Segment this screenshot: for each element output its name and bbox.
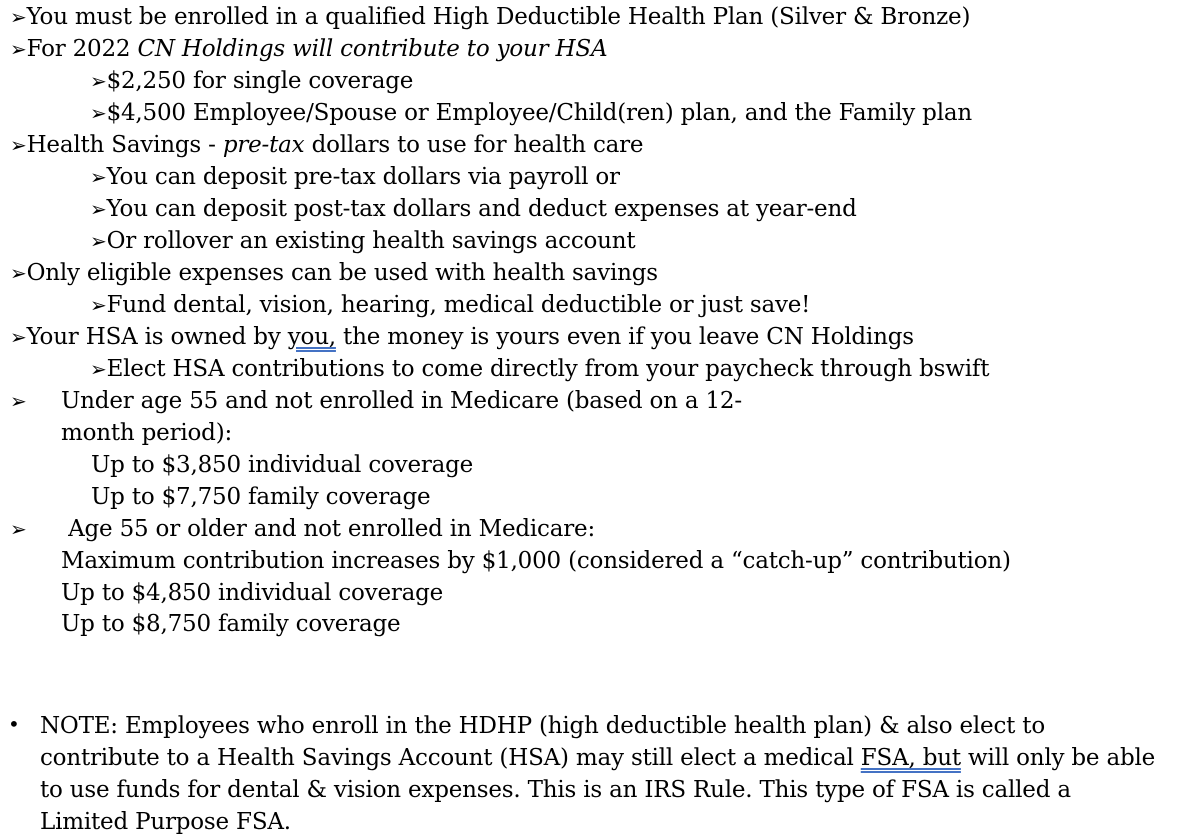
text: Age 55 or older and not enrolled in Medicare:	[61, 516, 596, 542]
text-line: Up to $3,850 individual coverage	[91, 452, 474, 478]
text: dollars to use for health care	[304, 132, 644, 158]
text: contribute to a Health Savings Account (HSA) may still elect a medical	[40, 745, 861, 771]
arrow-bullet-icon: ➢	[90, 357, 107, 381]
text: Elect HSA contributions to come directly from your paycheck through bswift	[106, 356, 990, 382]
arrow-bullet-icon: ➢	[90, 69, 107, 93]
text: For 2022	[26, 36, 138, 62]
bullet-line	[10, 257, 658, 289]
bullet-line	[10, 513, 595, 545]
arrow-bullet-icon: ➢	[90, 229, 107, 253]
text-line: Up to $8,750 family coverage	[61, 611, 401, 637]
arrow-bullet-icon: ➢	[10, 261, 27, 285]
text: Fund dental, vision, hearing, medical deductible or just save!	[106, 292, 811, 318]
text-line: month period):	[61, 420, 233, 446]
text: You can deposit pre-tax dollars via payroll or	[106, 164, 620, 190]
text: You can deposit post-tax dollars and deduct expenses at year-end	[106, 196, 857, 222]
text: $2,250 for single coverage	[106, 68, 414, 94]
sub-bullet-line	[90, 193, 857, 225]
arrow-bullet-icon: ➢	[10, 37, 27, 61]
arrow-bullet-icon: ➢	[90, 293, 107, 317]
bullet-line	[10, 129, 643, 161]
note-line: to use funds for dental & vision expenses. This is an IRS Rule. This type of FSA is called a	[40, 777, 1071, 803]
sub-bullet-line	[90, 65, 413, 97]
arrow-bullet-icon: ➢	[10, 5, 27, 29]
arrow-bullet-icon: ➢	[90, 197, 107, 221]
sub-bullet-line	[90, 161, 620, 193]
italic-text: pre-tax	[222, 132, 305, 158]
bullet-line	[10, 33, 607, 65]
bullet-line	[10, 1, 970, 33]
sub-bullet-line	[90, 97, 972, 129]
sub-bullet-line	[90, 353, 989, 385]
arrow-bullet-icon: ➢	[10, 133, 27, 157]
text-line: Up to $7,750 family coverage	[91, 484, 431, 510]
text: Your HSA is owned by	[26, 324, 288, 350]
text: You must be enrolled in a qualified High Deductible Health Plan (Silver & Bronze)	[26, 4, 971, 30]
text: the money is yours even if you leave CN Holdings	[335, 324, 914, 350]
text: Or rollover an existing health savings account	[106, 228, 636, 254]
note-line	[40, 742, 1155, 774]
text: will only be able	[960, 745, 1156, 771]
sub-bullet-line	[90, 289, 810, 321]
note-line: NOTE: Employees who enroll in the HDHP (high deductible health plan) & also elect to	[40, 713, 1045, 739]
note-line: Limited Purpose FSA.	[40, 809, 291, 835]
round-bullet-icon: •	[8, 712, 20, 736]
arrow-bullet-icon: ➢	[10, 389, 27, 413]
text: $4,500 Employee/Spouse or Employee/Child(ren) plan, and the Family plan	[106, 100, 972, 126]
bullet-line	[10, 321, 914, 353]
text-line: Up to $4,850 individual coverage	[61, 580, 444, 606]
arrow-bullet-icon: ➢	[10, 325, 27, 349]
arrow-bullet-icon: ➢	[90, 101, 107, 125]
text: Under age 55 and not enrolled in Medicare (based on a 12-	[61, 388, 742, 414]
bullet-line	[10, 385, 742, 417]
arrow-bullet-icon: ➢	[10, 517, 27, 541]
underlined-text: you,	[287, 324, 336, 350]
italic-text: CN Holdings will contribute to your HSA	[137, 36, 608, 62]
text: Only eligible expenses can be used with health savings	[26, 260, 658, 286]
underlined-text: FSA, but	[860, 745, 961, 771]
text-line: Maximum contribution increases by $1,000 (considered a “catch-up” contribution)	[61, 548, 1011, 574]
arrow-bullet-icon: ➢	[90, 165, 107, 189]
sub-bullet-line	[90, 225, 635, 257]
text: Health Savings -	[26, 132, 223, 158]
